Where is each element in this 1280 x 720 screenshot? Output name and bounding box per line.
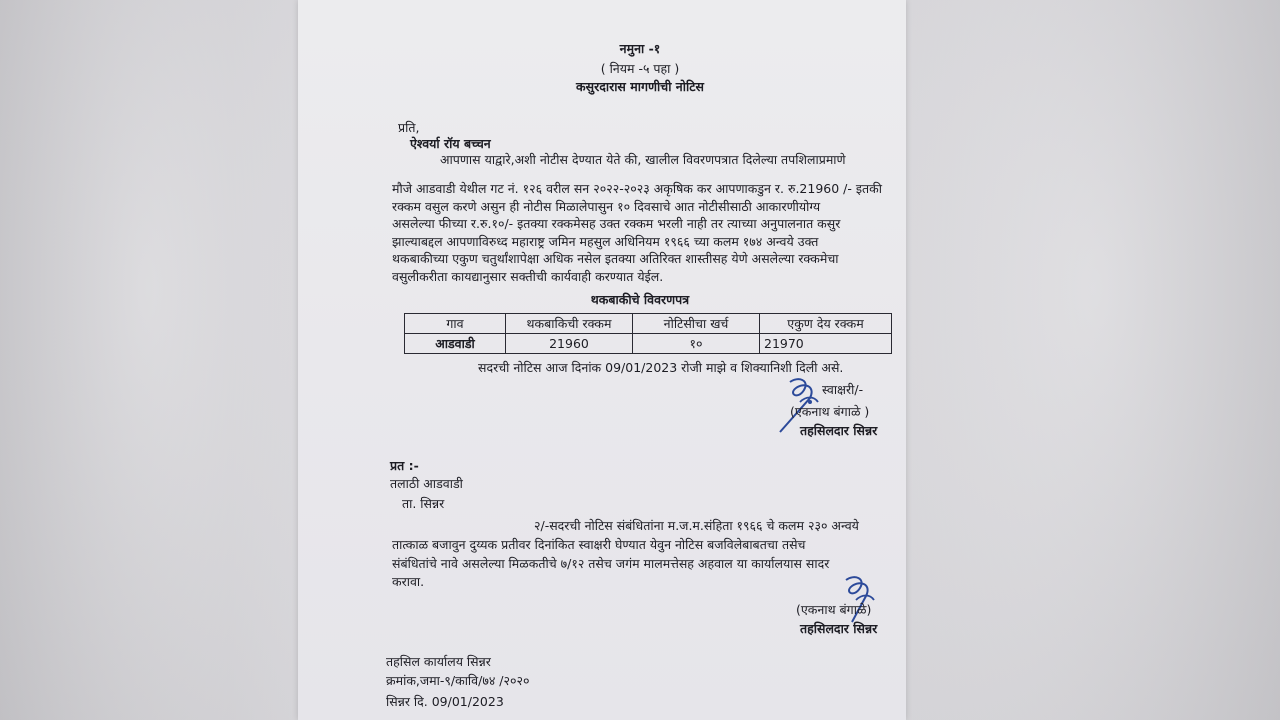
notice-title: कसुरदारास मागणीची नोटिस: [576, 79, 704, 94]
body-line: असलेल्या फीच्या र.रु.१०/- इतक्या रक्कमेसह उक्त रक्कम भरली नाही तर त्याच्या अनुपालनात कसुर: [392, 216, 841, 231]
cell-notice-cost: १०: [633, 334, 760, 354]
body-line: रक्कम वसुल करणे असुन ही नोटीस मिळालेपासुन १० दिवसाचे आत नोटीसीसाठी आकारणीयोग्य: [392, 198, 821, 214]
blurred-background-right: [906, 0, 1280, 720]
office-name: तहसिल कार्यालय सिन्नर: [386, 654, 491, 669]
body-line: थकबाकीच्या एकुण चतुर्थांशापेक्षा अधिक नसेल इतक्या अतिरिक्त शास्तीसह येणे असलेल्या रक्कमेचा: [392, 251, 839, 266]
signatory-name-1: (एकनाथ बंगाळे ): [790, 404, 870, 419]
notice-body: [392, 180, 892, 285]
column-header-arrears: थकबाकिची रक्कम: [506, 314, 633, 334]
body-intro-line: आपणास याद्वारे,अशी नोटीस देण्यात येते की, खालील विवरणपत्रात दिलेल्या तपशिलाप्रमाणे: [440, 152, 846, 167]
table-row: [405, 334, 892, 354]
recipient-name: ऐश्वर्या रॉय बच्चन: [410, 136, 491, 151]
form-number: नमुना -१: [619, 41, 661, 56]
statement-title: थकबाकीचे विवरणपत्र: [590, 292, 690, 307]
copy-label: प्रत :-: [390, 458, 419, 473]
copy-body-line: तात्काळ बजावुन दुय्यक प्रतीवर दिनांकित स्वाक्षरी घेण्यात येवुन नोटिस बजविलेबाबतचा तसेच: [392, 537, 806, 552]
cell-total: 21970: [760, 334, 892, 354]
column-header-total: एकुण देय रक्कम: [760, 314, 892, 334]
signatory-designation-1: तहसिलदार सिन्नर: [800, 423, 878, 438]
copy-body-line: करावा.: [392, 574, 425, 589]
body-line: झाल्याबद्दल आपणाविरुध्द महाराष्ट्र जमिन महसुल अधिनियम १९६६ च्या कलम १७४ अन्वये उक्त: [392, 233, 819, 249]
blurred-background-left: [0, 0, 298, 720]
office-place-date: सिन्नर दि. 09/01/2023: [386, 694, 504, 709]
body-line: मौजे आडवाडी येथील गट नं. १२६ वरील सन २०२२-२०२३ अकृषिक कर आपणाकडुन र. रु.21960 /- इतकी: [392, 181, 882, 196]
signatory-designation-2: तहसिलदार सिन्नर: [800, 621, 878, 636]
copy-to-line2: ता. सिन्नर: [402, 496, 445, 511]
body-line: वसुलीकरीता कायद्यानुसार सक्तीची कार्यवाही करण्यात येईल.: [392, 268, 664, 284]
recipient-label: प्रति,: [398, 120, 420, 135]
form-rule: ( नियम -५ पहा ): [600, 61, 680, 76]
copy-to-line1: तलाठी आडवाडी: [390, 476, 463, 491]
column-header-village: गाव: [405, 314, 506, 334]
signatory-name-2: (एकनाथ बंगाळे): [796, 602, 872, 617]
issue-line: सदरची नोटिस आज दिनांक 09/01/2023 रोजी माझे व शिक्यानिशी दिली असे.: [478, 360, 844, 375]
arrears-table: [404, 313, 892, 354]
column-header-notice-cost: नोटिसीचा खर्च: [633, 314, 760, 334]
copy-body-line: २/-सदरची नोटिस संबंधितांना म.ज.म.संहिता १९६६ चे कलम २३० अन्वये: [534, 518, 859, 533]
cell-village: आडवाडी: [405, 334, 506, 354]
copy-body: [392, 536, 892, 592]
signature-label: स्वाक्षरी/-: [822, 382, 864, 397]
office-reference: क्रमांक,जमा-९/कावि/७४ /२०२०: [386, 673, 530, 688]
copy-body-line: संबंधितांचे नावे असलेल्या मिळकतीचे ७/१२ तसेच जगंम मालमत्तेसह अहवाल या कार्यालयास सादर: [392, 555, 830, 571]
table-header-row: [405, 314, 892, 334]
cell-arrears: 21960: [506, 334, 633, 354]
